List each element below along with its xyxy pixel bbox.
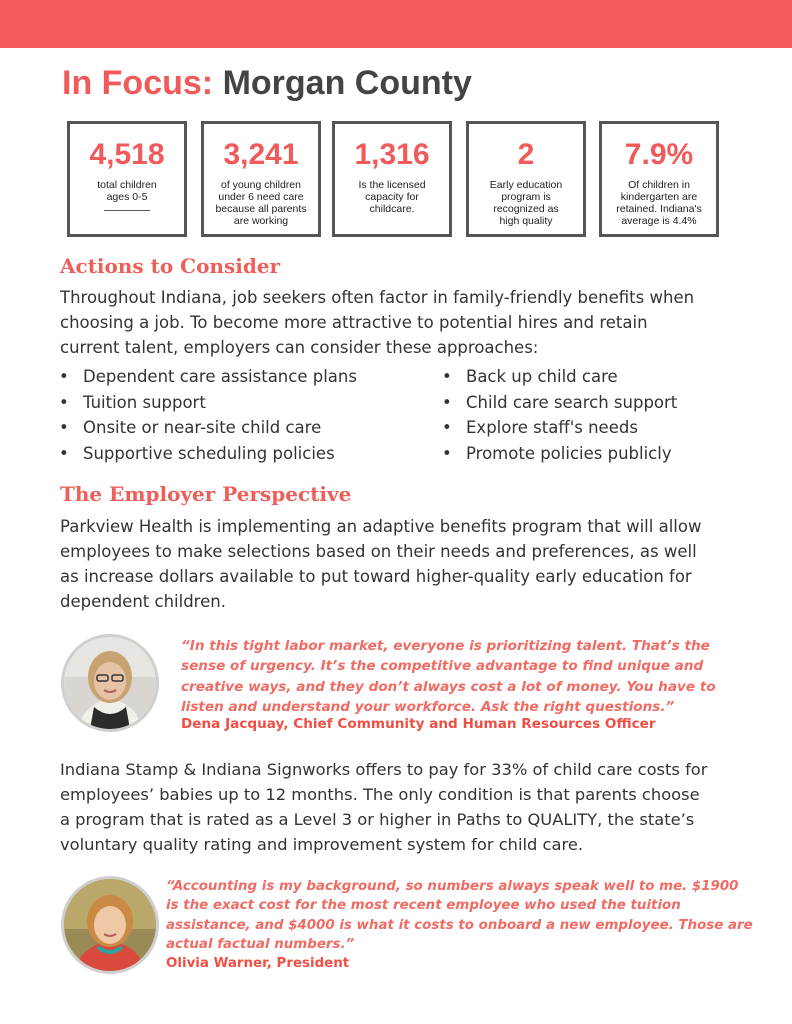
quote-line: listen and understand your workforce. Ask the right questions.” (181, 698, 675, 715)
stat-desc-line: retained. Indiana's (616, 203, 702, 215)
stat-value: 3,241 (223, 138, 299, 171)
list-item-label: Promote policies publicly (466, 443, 672, 463)
actions-heading: Actions to Consider (60, 254, 281, 278)
stat-desc-line: Is the licensed (358, 179, 426, 191)
stat-description (341, 179, 443, 215)
list-item-label: Supportive scheduling policies (83, 443, 335, 463)
avatar-olivia-warner (61, 876, 159, 974)
quote-line: sense of urgency. It’s the competitive advantage to find unique and (181, 658, 704, 675)
bullet-icon: • (442, 443, 452, 463)
quote-attribution-dena-jacquay: Dena Jacquay, Chief Community and Human Resources Officer (181, 716, 656, 732)
employer-paragraph-parkview (60, 514, 740, 614)
stat-desc-line: of young children (221, 179, 301, 191)
quote-olivia-warner (166, 877, 753, 954)
stat-desc-line: program is (501, 191, 551, 203)
paragraph-line: Indiana Stamp & Indiana Signworks offers to pay for 33% of child care costs for (60, 760, 708, 779)
list-item (440, 441, 677, 467)
stat-desc-line: recognized as (493, 203, 559, 215)
paragraph-line: Parkview Health is implementing an adaptive benefits program that will allow (60, 517, 702, 536)
bullet-icon: • (59, 443, 69, 463)
quote-line: “Accounting is my background, so numbers always speak well to me. $1900 (166, 879, 739, 894)
quote-line: assistance, and $4000 is what it costs to onboard a new employee. Those are (166, 917, 753, 933)
bullet-icon: • (59, 418, 69, 437)
stat-desc-line: Early education (489, 179, 563, 191)
paragraph-line: a program that is rated as a Level 3 or higher in Paths to QUALITY, the state’s (60, 810, 695, 829)
stat-desc-line: under 6 need care (218, 191, 304, 203)
page-title-county: Morgan County (222, 64, 472, 102)
paragraph-line: employees’ babies up to 12 months. The only condition is that parents choose (60, 785, 700, 804)
avatar-dena-jacquay (61, 634, 159, 732)
list-item (440, 364, 677, 390)
paragraph-line: as increase dollars available to put toward higher-quality early education for (60, 567, 692, 586)
stat-description (608, 179, 710, 227)
actions-intro (60, 285, 740, 360)
quote-line: creative ways, and they don’t always cost a lot of money. You have to (181, 678, 716, 695)
list-item (440, 415, 677, 441)
stat-desc-line: childcare. (369, 203, 415, 215)
stat-value: 4,518 (89, 138, 165, 171)
list-item-label: Dependent care assistance plans (83, 367, 357, 386)
list-item (440, 390, 677, 416)
stat-box-kindergarten-retained (599, 121, 719, 237)
stat-desc-line: average is 4.4% (621, 215, 697, 227)
stat-box-high-quality-programs (466, 121, 586, 237)
list-item (57, 441, 357, 467)
page-title (62, 62, 472, 104)
bullet-icon: • (442, 367, 452, 386)
list-item-label: Onsite or near-site child care (83, 418, 322, 437)
bullet-icon: • (59, 367, 69, 386)
stat-desc-line: kindergarten are (620, 191, 698, 203)
bullet-icon: • (442, 392, 452, 412)
bullet-icon: • (59, 392, 69, 412)
paragraph-line: voluntary quality rating and improvement system for child care. (60, 835, 584, 854)
paragraph-line: dependent children. (60, 592, 226, 611)
list-item (57, 415, 357, 441)
list-item (57, 390, 357, 416)
stat-description (210, 179, 312, 227)
stat-desc-line: high quality (499, 215, 553, 227)
quote-line: “In this tight labor market, everyone is prioritizing talent. That’s the (181, 638, 710, 654)
paragraph-line: current talent, employers can consider these approaches: (60, 338, 539, 357)
quote-dena-jacquay (181, 636, 716, 717)
list-item-label: Back up child care (466, 367, 618, 386)
list-item-label: Tuition support (83, 392, 206, 412)
stat-description (475, 179, 577, 227)
paragraph-line: employees to make selections based on their needs and preferences, as well (60, 542, 697, 561)
portrait-photo (64, 637, 156, 729)
portrait-photo (64, 879, 156, 971)
stat-value: 7.9% (624, 138, 694, 171)
stat-desc-line: because all parents (215, 203, 307, 215)
stat-box-licensed-capacity (332, 121, 452, 237)
stat-box-need-care (201, 121, 321, 237)
header-banner (0, 0, 792, 48)
stat-desc-line: ages 0-5 (106, 191, 148, 203)
stat-value: 2 (517, 138, 535, 171)
stat-box-total-children (67, 121, 187, 237)
bullet-icon: • (442, 418, 452, 437)
stat-desc-line: Of children in (628, 179, 690, 191)
stat-description (76, 179, 178, 203)
actions-list-left (57, 364, 357, 466)
stat-desc-line: are working (233, 215, 289, 227)
list-item (57, 364, 357, 390)
stat-desc-line: capacity for (365, 191, 419, 203)
employer-heading: The Employer Perspective (60, 482, 352, 506)
stat-desc-line: total children (97, 179, 157, 191)
page-title-accent: In Focus: (62, 64, 214, 102)
paragraph-line: choosing a job. To become more attractive to potential hires and retain (60, 313, 648, 332)
list-item-label: Child care search support (466, 392, 678, 412)
quote-line: actual factual numbers.” (166, 936, 355, 952)
actions-list-right (440, 364, 677, 466)
employer-paragraph-indiana-stamp (60, 757, 740, 857)
paragraph-line: Throughout Indiana, job seekers often factor in family-friendly benefits when (60, 288, 695, 307)
stat-value: 1,316 (354, 138, 430, 171)
quote-line: is the exact cost for the most recent employee who used the tuition (166, 898, 681, 914)
stat-divider (104, 210, 150, 211)
list-item-label: Explore staff's needs (466, 418, 638, 437)
quote-attribution-olivia-warner: Olivia Warner, President (166, 956, 350, 971)
